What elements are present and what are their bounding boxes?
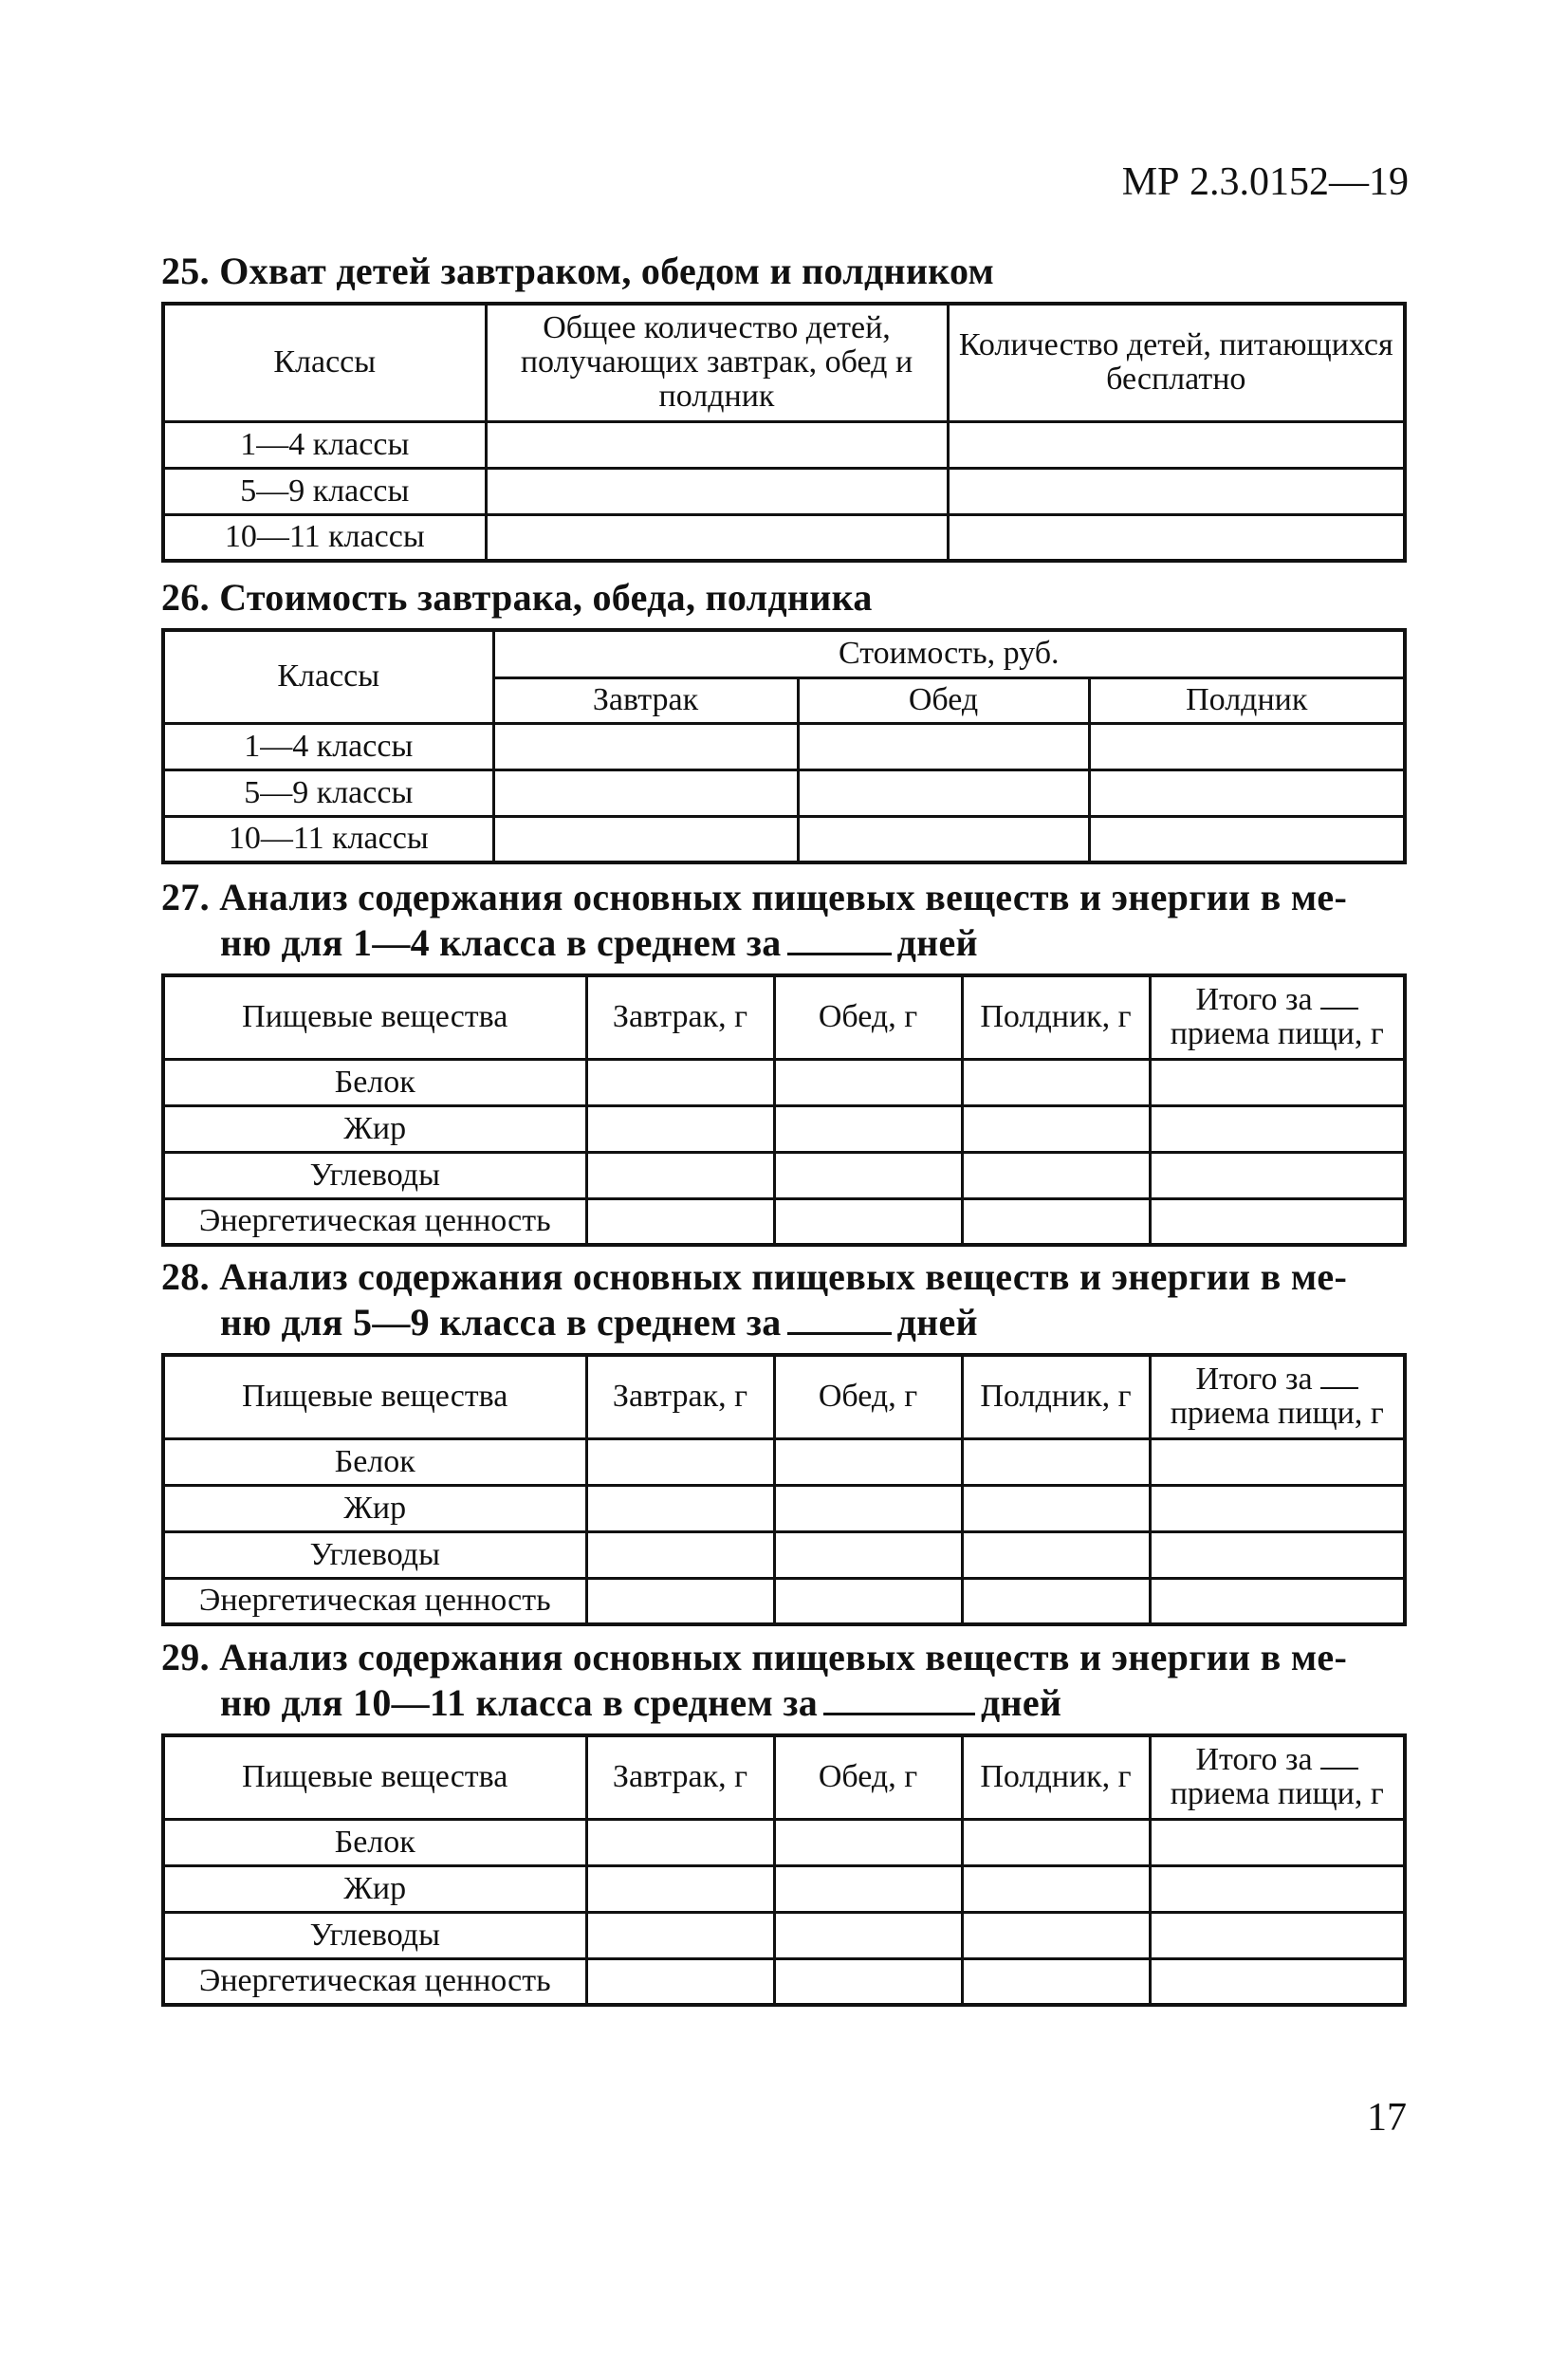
header-total: Итого за приема пищи, г xyxy=(1150,975,1405,1059)
input-cell[interactable] xyxy=(798,816,1089,862)
row-label: Жир xyxy=(163,1865,586,1912)
row-label: Белок xyxy=(163,1059,586,1105)
input-cell[interactable] xyxy=(962,1531,1150,1578)
table-row xyxy=(163,1485,1405,1531)
input-cell[interactable] xyxy=(1150,1578,1405,1624)
input-cell[interactable] xyxy=(1150,1198,1405,1245)
section-29-title-cont: ню для 10—11 класса в среднем за дней xyxy=(220,1681,1062,1724)
table-row xyxy=(163,769,1405,816)
header-breakfast: Завтрак, г xyxy=(586,975,774,1059)
input-cell[interactable] xyxy=(774,1152,962,1198)
header-classes: Классы xyxy=(163,630,493,723)
input-cell[interactable] xyxy=(1150,1485,1405,1531)
row-label: 10—11 классы xyxy=(163,514,486,561)
header-snack: Полдник xyxy=(1089,677,1405,723)
input-cell[interactable] xyxy=(493,723,798,769)
table-row xyxy=(163,1912,1405,1958)
section-26-title: 26. Стоимость завтрака, обеда, полдника xyxy=(161,576,873,619)
input-cell[interactable] xyxy=(1150,1059,1405,1105)
section-28-title: 28. Анализ содержания основных пищевых веществ и энергии в ме- xyxy=(161,1255,1348,1298)
input-cell[interactable] xyxy=(586,1958,774,2005)
input-cell[interactable] xyxy=(586,1485,774,1531)
table-row xyxy=(163,1105,1405,1152)
document-code: МР 2.3.0152—19 xyxy=(1121,160,1409,204)
table-row xyxy=(163,421,1405,468)
table-row xyxy=(163,1958,1405,2005)
table-row xyxy=(163,1531,1405,1578)
input-cell[interactable] xyxy=(1089,769,1405,816)
section-27-title: 27. Анализ содержания основных пищевых веществ и энергии в ме- xyxy=(161,876,1348,918)
input-cell[interactable] xyxy=(774,1865,962,1912)
input-cell[interactable] xyxy=(798,723,1089,769)
header-breakfast: Завтрак xyxy=(493,677,798,723)
row-label: Белок xyxy=(163,1819,586,1865)
table-row xyxy=(163,723,1405,769)
row-label: Энергетическая ценность xyxy=(163,1958,586,2005)
input-cell[interactable] xyxy=(586,1198,774,1245)
input-cell[interactable] xyxy=(1089,816,1405,862)
header-classes: Классы xyxy=(163,304,486,421)
input-cell[interactable] xyxy=(1150,1912,1405,1958)
input-cell[interactable] xyxy=(1150,1531,1405,1578)
input-cell[interactable] xyxy=(948,514,1405,561)
input-cell[interactable] xyxy=(1150,1152,1405,1198)
row-label: 1—4 классы xyxy=(163,723,493,769)
table-row xyxy=(163,816,1405,862)
input-cell[interactable] xyxy=(586,1819,774,1865)
input-cell[interactable] xyxy=(962,1152,1150,1198)
input-cell[interactable] xyxy=(493,769,798,816)
header-snack: Полдник, г xyxy=(962,1355,1150,1438)
input-cell[interactable] xyxy=(962,1105,1150,1152)
input-cell[interactable] xyxy=(774,1531,962,1578)
row-label: 10—11 классы xyxy=(163,816,493,862)
header-breakfast: Завтрак, г xyxy=(586,1735,774,1819)
nutrient-table-1-4 xyxy=(161,973,1407,1247)
row-label: Углеводы xyxy=(163,1912,586,1958)
table-row xyxy=(163,1819,1405,1865)
input-cell[interactable] xyxy=(962,1912,1150,1958)
input-cell[interactable] xyxy=(962,1819,1150,1865)
input-cell[interactable] xyxy=(1150,1865,1405,1912)
input-cell[interactable] xyxy=(774,1198,962,1245)
input-cell[interactable] xyxy=(586,1152,774,1198)
coverage-table xyxy=(161,302,1407,563)
section-27-title-cont: ню для 1—4 класса в среднем за дней xyxy=(220,921,978,964)
cost-table xyxy=(161,628,1407,864)
header-snack: Полдник, г xyxy=(962,975,1150,1059)
table-row xyxy=(163,1438,1405,1485)
table-row xyxy=(163,1865,1405,1912)
input-cell[interactable] xyxy=(774,1819,962,1865)
section-28-title-cont: ню для 5—9 класса в среднем за дней xyxy=(220,1301,978,1344)
input-cell[interactable] xyxy=(774,1958,962,2005)
input-cell[interactable] xyxy=(774,1578,962,1624)
row-label: 1—4 классы xyxy=(163,421,486,468)
nutrient-table-5-9 xyxy=(161,1353,1407,1626)
meals-blank[interactable] xyxy=(1320,983,1358,1010)
header-lunch: Обед, г xyxy=(774,975,962,1059)
row-label: Жир xyxy=(163,1485,586,1531)
input-cell[interactable] xyxy=(962,1958,1150,2005)
input-cell[interactable] xyxy=(774,1485,962,1531)
input-cell[interactable] xyxy=(774,1438,962,1485)
header-nutrients: Пищевые вещества xyxy=(163,975,586,1059)
input-cell[interactable] xyxy=(1150,1105,1405,1152)
input-cell[interactable] xyxy=(774,1059,962,1105)
input-cell[interactable] xyxy=(486,468,948,514)
input-cell[interactable] xyxy=(774,1912,962,1958)
row-label: Углеводы xyxy=(163,1531,586,1578)
row-label: Белок xyxy=(163,1438,586,1485)
table-row xyxy=(163,514,1405,561)
input-cell[interactable] xyxy=(493,816,798,862)
days-blank[interactable] xyxy=(787,922,892,955)
header-lunch: Обед xyxy=(798,677,1089,723)
table-row xyxy=(163,1059,1405,1105)
input-cell[interactable] xyxy=(586,1438,774,1485)
section-29 xyxy=(161,1635,1407,2007)
days-blank[interactable] xyxy=(787,1302,892,1335)
input-cell[interactable] xyxy=(774,1105,962,1152)
input-cell[interactable] xyxy=(586,1105,774,1152)
input-cell[interactable] xyxy=(1089,723,1405,769)
input-cell[interactable] xyxy=(486,514,948,561)
input-cell[interactable] xyxy=(486,421,948,468)
section-28 xyxy=(161,1254,1407,1626)
row-label: Жир xyxy=(163,1105,586,1152)
section-27 xyxy=(161,875,1407,1247)
input-cell[interactable] xyxy=(962,1059,1150,1105)
input-cell[interactable] xyxy=(962,1865,1150,1912)
section-25 xyxy=(161,249,1407,563)
input-cell[interactable] xyxy=(962,1578,1150,1624)
header-breakfast: Завтрак, г xyxy=(586,1355,774,1438)
header-nutrients: Пищевые вещества xyxy=(163,1355,586,1438)
header-nutrients: Пищевые вещества xyxy=(163,1735,586,1819)
input-cell[interactable] xyxy=(1150,1958,1405,2005)
input-cell[interactable] xyxy=(1150,1819,1405,1865)
input-cell[interactable] xyxy=(1150,1438,1405,1485)
header-free-children: Количество детей, питающихся бесплатно xyxy=(948,304,1405,421)
header-snack: Полдник, г xyxy=(962,1735,1150,1819)
row-label: Углеводы xyxy=(163,1152,586,1198)
input-cell[interactable] xyxy=(962,1438,1150,1485)
input-cell[interactable] xyxy=(586,1578,774,1624)
row-label: Энергетическая ценность xyxy=(163,1198,586,1245)
meals-blank[interactable] xyxy=(1320,1743,1358,1770)
table-row xyxy=(163,1152,1405,1198)
table-row xyxy=(163,1578,1405,1624)
input-cell[interactable] xyxy=(962,1198,1150,1245)
row-label: 5—9 классы xyxy=(163,769,493,816)
meals-blank[interactable] xyxy=(1320,1362,1358,1389)
table-row xyxy=(163,468,1405,514)
header-total: Итого за приема пищи, г xyxy=(1150,1735,1405,1819)
input-cell[interactable] xyxy=(586,1059,774,1105)
section-29-title: 29. Анализ содержания основных пищевых веществ и энергии в ме- xyxy=(161,1636,1348,1678)
section-26 xyxy=(161,575,1407,864)
input-cell[interactable] xyxy=(948,468,1405,514)
header-cost-group: Стоимость, руб. xyxy=(493,630,1405,677)
header-total-children: Общее количество детей, получающих завтрак, обед и полдник xyxy=(486,304,948,421)
header-total: Итого за приема пищи, г xyxy=(1150,1355,1405,1438)
input-cell[interactable] xyxy=(798,769,1089,816)
row-label: Энергетическая ценность xyxy=(163,1578,586,1624)
header-lunch: Обед, г xyxy=(774,1735,962,1819)
table-row xyxy=(163,1198,1405,1245)
days-blank[interactable] xyxy=(823,1682,975,1715)
row-label: 5—9 классы xyxy=(163,468,486,514)
header-lunch: Обед, г xyxy=(774,1355,962,1438)
input-cell[interactable] xyxy=(948,421,1405,468)
input-cell[interactable] xyxy=(586,1912,774,1958)
section-25-title: 25. Охват детей завтраком, обедом и полдником xyxy=(161,250,995,292)
nutrient-table-10-11 xyxy=(161,1733,1407,2007)
input-cell[interactable] xyxy=(586,1865,774,1912)
input-cell[interactable] xyxy=(962,1485,1150,1531)
input-cell[interactable] xyxy=(586,1531,774,1578)
page-number: 17 xyxy=(1367,2096,1407,2140)
